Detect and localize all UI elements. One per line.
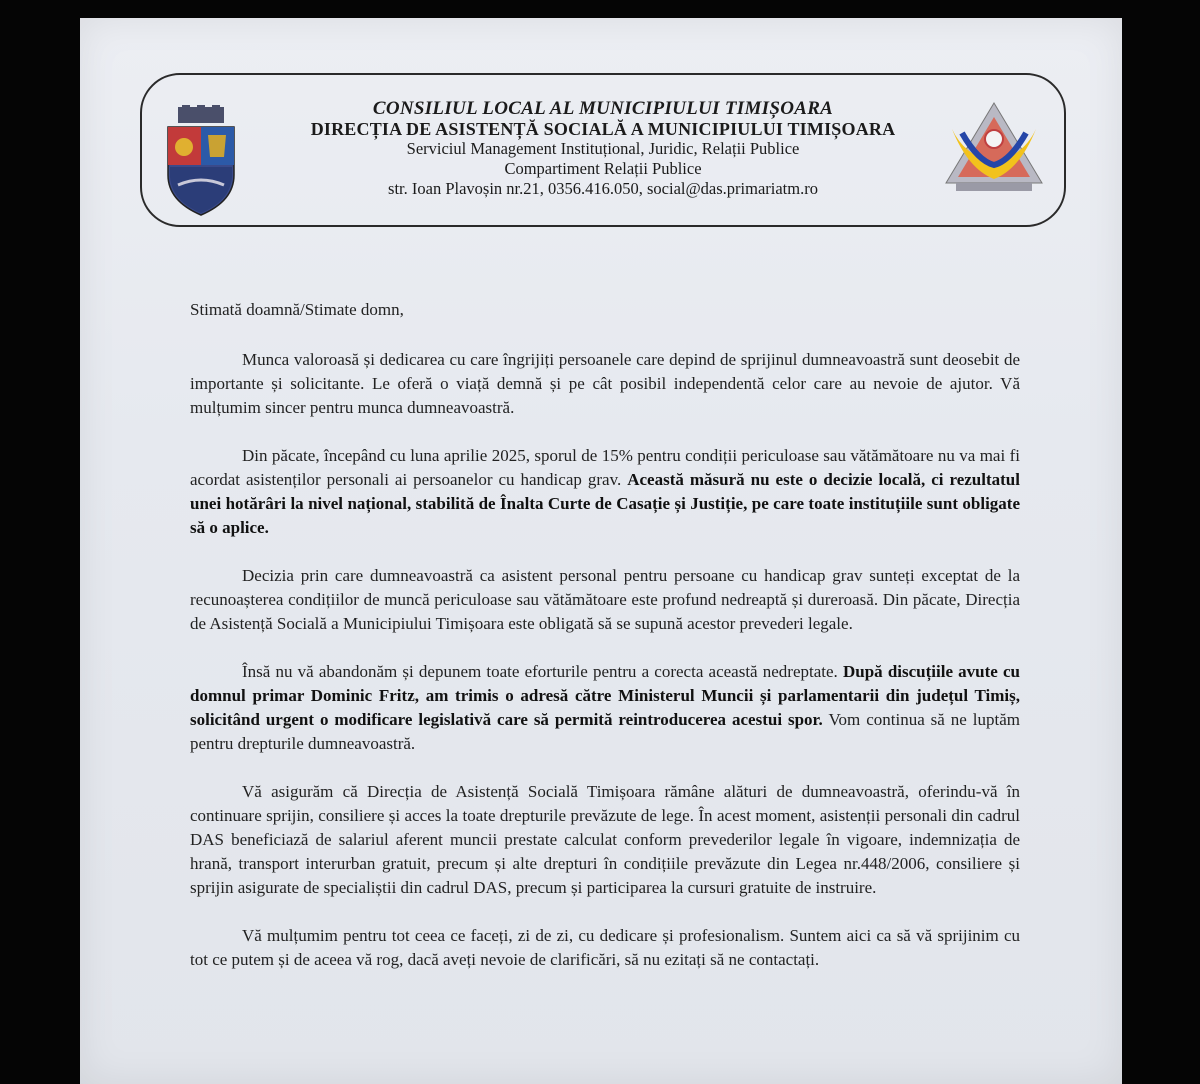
timisoara-coat-of-arms-icon [164, 105, 238, 217]
service-name: Serviciul Management Instituțional, Juridic, Relații Publice [406, 139, 800, 158]
paragraph-2-text: Din păcate, începând cu luna aprilie 2025, sporul de 15% pentru condiții periculoase sau vătămătoare nu va mai fi acordat asistenților personali ai persoanelor cu handicap grav. [190, 446, 1020, 489]
contact-address: str. Ioan Plavoșin nr.21, 0356.416.050, social@das.primariatm.ro [388, 179, 818, 198]
letterhead [140, 73, 1066, 227]
paragraph-4 [190, 660, 1020, 756]
paragraph-4-closing: Vom continua să ne luptăm pentru drepturile dumneavoastră. [190, 710, 1020, 753]
paragraph-1: Munca valoroasă și dedicarea cu care îngrijiți persoanele care depind de sprijinul dumneavoastră sunt deosebit de importante și solicitante. Le oferă o viață demnă și pe cât posibil independentă celor care au nevoie de ajutor. Vă mulțumim sincer pentru munca dumneavoastră. [190, 350, 1020, 417]
das-logo-icon [938, 99, 1050, 195]
salutation: Stimată doamnă/Stimate domn, [190, 300, 404, 319]
paragraph-4-bold: După discuțiile avute cu domnul primar Dominic Fritz, am trimis o adresă către Ministerul Muncii și parlamentarii din județul Timiș, solicitând urgent o modificare legislativă care să permită reintroducerea acestui spor. [190, 662, 1020, 729]
paragraph-5: Vă asigurăm că Direcția de Asistență Socială Timișoara rămâne alături de dumneavoastră, oferindu-vă în continuare sprijin, consiliere și acces la toate drepturile prevăzute de lege. În acest moment, asistenții personali din cadrul DAS beneficiază de salariul aferent muncii prestate calculat conform prevederilor legale în vigoare, indemnizația de hrană, transport interurban gratuit, precum și alte drepturi în condițiile prevăzute din Legea nr.448/2006, consiliere și sprijin asigurate de specialiștii din cadrul DAS, precum și participarea la cursuri gratuite de instruire. [190, 782, 1020, 897]
paragraph-3: Decizia prin care dumneavoastră ca asistent personal pentru persoane cu handicap grav sunteți exceptat de la recunoașterea condițiilor de muncă periculoase sau vătămătoare este profund nedreaptă și dureroasă. Din păcate, Direcția de Asistență Socială a Municipiului Timișoara este obligată să se supună acestor prevederi legale. [190, 566, 1020, 633]
department-name: Compartiment Relații Publice [504, 159, 702, 178]
paragraph-2-bold: Această măsură nu este o decizie locală, ci rezultatul unei hotărâri la nivel național, stabilită de Înalta Curte de Casație și Justiție, pe care toate instituțiile sunt obligate să o aplice. [190, 470, 1020, 537]
council-name: CONSILIUL LOCAL AL MUNICIPIULUI TIMIȘOARA [372, 98, 834, 119]
letterhead-text [282, 99, 924, 199]
letter-body [190, 298, 1020, 996]
letter-page [80, 18, 1122, 1084]
directorate-name: DIRECȚIA DE ASISTENȚĂ SOCIALĂ A MUNICIPIULUI TIMIȘOARA [310, 119, 896, 139]
paragraph-6: Vă mulțumim pentru tot ceea ce faceți, zi de zi, cu dedicare și profesionalism. Suntem aici ca să vă sprijinim cu tot ce putem și de aceea vă rog, dacă aveți nevoie de clarificări, să nu ezitați să ne contactați. [190, 926, 1020, 969]
paragraph-2 [190, 444, 1020, 540]
paragraph-4-text: Însă nu vă abandonăm și depunem toate eforturile pentru a corecta această nedreptate. [242, 662, 843, 681]
